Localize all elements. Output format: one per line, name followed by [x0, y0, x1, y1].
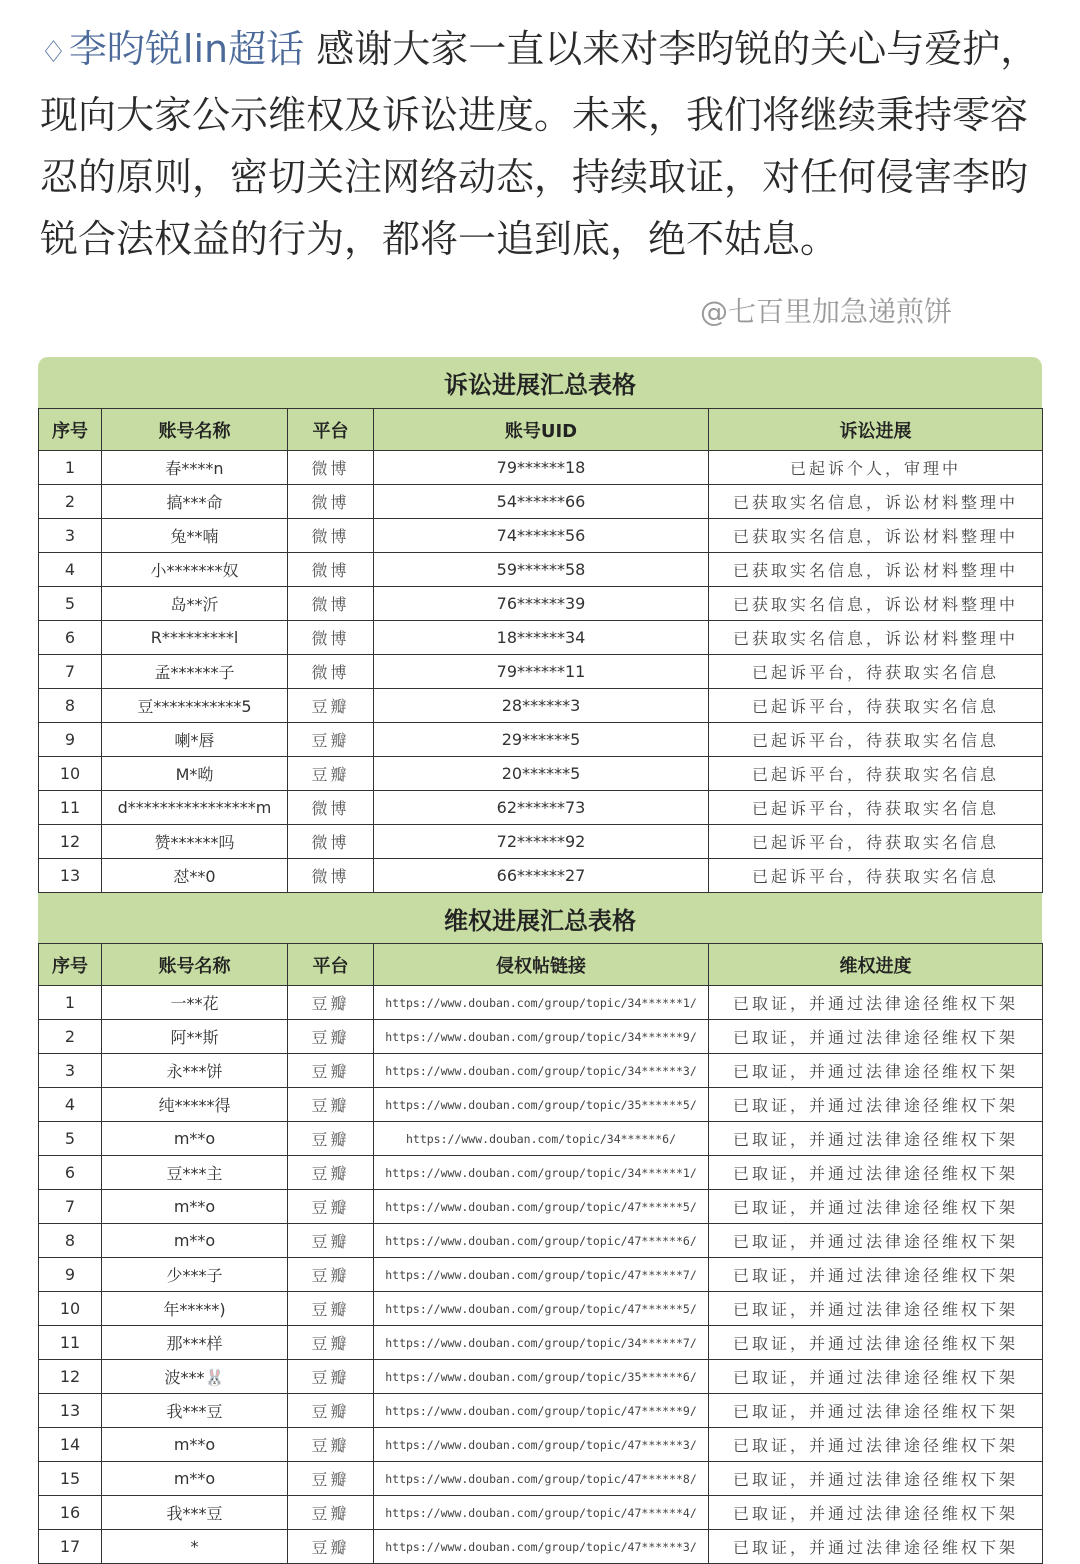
progress-status: 已起诉平台，待获取实名信息	[709, 655, 1043, 689]
platform: 微博	[288, 519, 374, 553]
row-number: 2	[39, 485, 102, 519]
table-row	[39, 757, 1043, 791]
infringing-post-link: https://www.douban.com/group/topic/47******5/	[374, 1190, 709, 1224]
account-name: 少***子	[102, 1258, 288, 1292]
table-row	[39, 723, 1043, 757]
platform: 豆瓣	[288, 986, 374, 1020]
infringing-post-link: https://www.douban.com/group/topic/47******5/	[374, 1292, 709, 1326]
header-row	[39, 409, 1043, 451]
watermark: @七百里加急递煎饼	[700, 295, 953, 328]
account-uid: 79******18	[374, 451, 709, 485]
progress-status: 已获取实名信息，诉讼材料整理中	[709, 553, 1043, 587]
progress-status: 已取证，并通过法律途径维权下架	[709, 1020, 1043, 1054]
progress-status: 已取证，并通过法律途径维权下架	[709, 1190, 1043, 1224]
platform: 豆瓣	[288, 1224, 374, 1258]
account-uid: 76******39	[374, 587, 709, 621]
table-row	[39, 1394, 1043, 1428]
row-number: 7	[39, 1190, 102, 1224]
table-row	[39, 689, 1043, 723]
post-body: 感谢大家一直以来对李昀锐的关心与爱护，现向大家公示维权及诉讼进度。未来，我们将继续秉持零容忍的原则，密切关注网络动态，持续取证，对任何侵害李昀锐合法权益的行为，都将一追到底，绝不姑息。	[40, 27, 1039, 261]
platform: 豆瓣	[288, 1530, 374, 1564]
row-number: 7	[39, 655, 102, 689]
account-name: 年*****)	[102, 1292, 288, 1326]
progress-status: 已取证，并通过法律途径维权下架	[709, 1462, 1043, 1496]
table-row	[39, 621, 1043, 655]
row-number: 9	[39, 723, 102, 757]
platform: 豆瓣	[288, 689, 374, 723]
account-name: 一**花	[102, 986, 288, 1020]
platform: 微博	[288, 451, 374, 485]
infringing-post-link: https://www.douban.com/group/topic/47******8/	[374, 1462, 709, 1496]
header-row	[39, 944, 1043, 986]
progress-status: 已取证，并通过法律途径维权下架	[709, 1054, 1043, 1088]
infringing-post-link: https://www.douban.com/group/topic/34******3/	[374, 1054, 709, 1088]
platform: 豆瓣	[288, 1360, 374, 1394]
progress-status: 已起诉平台，待获取实名信息	[709, 825, 1043, 859]
account-uid: 79******11	[374, 655, 709, 689]
account-name: 我***豆	[102, 1394, 288, 1428]
row-number: 10	[39, 1292, 102, 1326]
infringing-post-link: https://www.douban.com/group/topic/35******5/	[374, 1088, 709, 1122]
infringing-post-link: https://www.douban.com/group/topic/47******3/	[374, 1530, 709, 1564]
platform: 豆瓣	[288, 1088, 374, 1122]
column-header: 平台	[288, 409, 374, 451]
account-name: 小*******奴	[102, 553, 288, 587]
row-number: 8	[39, 1224, 102, 1258]
column-header: 平台	[288, 944, 374, 986]
progress-status: 已起诉个人，审理中	[709, 451, 1043, 485]
account-uid: 66******27	[374, 859, 709, 893]
account-name: 豆***********5	[102, 689, 288, 723]
infringing-post-link: https://www.douban.com/group/topic/34******1/	[374, 986, 709, 1020]
platform: 微博	[288, 621, 374, 655]
table-row	[39, 519, 1043, 553]
account-name: 喇*唇	[102, 723, 288, 757]
column-header: 账号名称	[102, 409, 288, 451]
account-name: 搞***命	[102, 485, 288, 519]
row-number: 14	[39, 1428, 102, 1462]
diamond-icon: ♢	[40, 35, 67, 70]
row-number: 8	[39, 689, 102, 723]
account-name: 孟******子	[102, 655, 288, 689]
account-name: m**o	[102, 1428, 288, 1462]
platform: 微博	[288, 791, 374, 825]
account-uid: 54******66	[374, 485, 709, 519]
progress-status: 已取证，并通过法律途径维权下架	[709, 1156, 1043, 1190]
progress-status: 已取证，并通过法律途径维权下架	[709, 1530, 1043, 1564]
row-number: 1	[39, 986, 102, 1020]
infringing-post-link: https://www.douban.com/group/topic/47******4/	[374, 1496, 709, 1530]
row-number: 13	[39, 859, 102, 893]
column-header: 诉讼进展	[709, 409, 1043, 451]
column-header: 序号	[39, 944, 102, 986]
litigation-table-title: 诉讼进展汇总表格	[38, 357, 1042, 408]
account-uid: 28******3	[374, 689, 709, 723]
table-row	[39, 825, 1043, 859]
account-name: 纯*****得	[102, 1088, 288, 1122]
row-number: 6	[39, 621, 102, 655]
account-name: 我***豆	[102, 1496, 288, 1530]
infringing-post-link: https://www.douban.com/group/topic/34******9/	[374, 1020, 709, 1054]
platform: 豆瓣	[288, 1054, 374, 1088]
row-number: 11	[39, 1326, 102, 1360]
table-row	[39, 1122, 1043, 1156]
platform: 豆瓣	[288, 1156, 374, 1190]
platform: 豆瓣	[288, 1462, 374, 1496]
infringing-post-link: https://www.douban.com/group/topic/34******7/	[374, 1326, 709, 1360]
infringing-post-link: https://www.douban.com/group/topic/47******9/	[374, 1394, 709, 1428]
progress-tables	[38, 357, 1042, 1564]
litigation-table	[38, 408, 1043, 893]
row-number: 13	[39, 1394, 102, 1428]
table-row	[39, 553, 1043, 587]
progress-status: 已取证，并通过法律途径维权下架	[709, 1428, 1043, 1462]
platform: 豆瓣	[288, 1496, 374, 1530]
account-name: d****************m	[102, 791, 288, 825]
post-text	[40, 18, 1040, 270]
progress-status: 已取证，并通过法律途径维权下架	[709, 1394, 1043, 1428]
table-row	[39, 1054, 1043, 1088]
account-name: 永***饼	[102, 1054, 288, 1088]
platform: 微博	[288, 655, 374, 689]
column-header: 侵权帖链接	[374, 944, 709, 986]
row-number: 15	[39, 1462, 102, 1496]
platform: 豆瓣	[288, 1190, 374, 1224]
row-number: 11	[39, 791, 102, 825]
progress-status: 已取证，并通过法律途径维权下架	[709, 1122, 1043, 1156]
table-row	[39, 1428, 1043, 1462]
account-uid: 18******34	[374, 621, 709, 655]
progress-status: 已取证，并通过法律途径维权下架	[709, 1326, 1043, 1360]
progress-status: 已取证，并通过法律途径维权下架	[709, 1292, 1043, 1326]
row-number: 4	[39, 553, 102, 587]
progress-status: 已取证，并通过法律途径维权下架	[709, 1360, 1043, 1394]
row-number: 9	[39, 1258, 102, 1292]
account-name: 波***🐰	[102, 1360, 288, 1394]
account-name: 岛**沂	[102, 587, 288, 621]
table-row	[39, 1326, 1043, 1360]
column-header: 维权进度	[709, 944, 1043, 986]
progress-status: 已起诉平台，待获取实名信息	[709, 859, 1043, 893]
column-header: 序号	[39, 409, 102, 451]
row-number: 4	[39, 1088, 102, 1122]
account-name: R*********l	[102, 621, 288, 655]
infringing-post-link: https://www.douban.com/group/topic/35******6/	[374, 1360, 709, 1394]
progress-status: 已起诉平台，待获取实名信息	[709, 757, 1043, 791]
progress-status: 已取证，并通过法律途径维权下架	[709, 986, 1043, 1020]
platform: 豆瓣	[288, 1428, 374, 1462]
platform: 豆瓣	[288, 1258, 374, 1292]
table-row	[39, 1190, 1043, 1224]
row-number: 1	[39, 451, 102, 485]
row-number: 16	[39, 1496, 102, 1530]
progress-status: 已取证，并通过法律途径维权下架	[709, 1258, 1043, 1292]
platform: 豆瓣	[288, 1020, 374, 1054]
progress-status: 已起诉平台，待获取实名信息	[709, 791, 1043, 825]
platform: 微博	[288, 859, 374, 893]
table-row	[39, 1496, 1043, 1530]
progress-status: 已取证，并通过法律途径维权下架	[709, 1088, 1043, 1122]
row-number: 3	[39, 519, 102, 553]
table-row	[39, 1020, 1043, 1054]
account-uid: 59******58	[374, 553, 709, 587]
platform: 微博	[288, 553, 374, 587]
account-name: M*呦	[102, 757, 288, 791]
progress-status: 已获取实名信息，诉讼材料整理中	[709, 621, 1043, 655]
progress-status: 已起诉平台，待获取实名信息	[709, 723, 1043, 757]
platform: 豆瓣	[288, 1326, 374, 1360]
account-uid: 20******5	[374, 757, 709, 791]
account-name: 怼**0	[102, 859, 288, 893]
table-row	[39, 1258, 1043, 1292]
platform: 微博	[288, 587, 374, 621]
progress-status: 已获取实名信息，诉讼材料整理中	[709, 519, 1043, 553]
progress-status: 已取证，并通过法律途径维权下架	[709, 1224, 1043, 1258]
account-name: m**o	[102, 1190, 288, 1224]
table-row	[39, 1462, 1043, 1496]
table-row	[39, 1292, 1043, 1326]
rights-table	[38, 943, 1043, 1564]
row-number: 2	[39, 1020, 102, 1054]
account-name: m**o	[102, 1224, 288, 1258]
platform: 豆瓣	[288, 1394, 374, 1428]
progress-status: 已获取实名信息，诉讼材料整理中	[709, 485, 1043, 519]
column-header: 账号UID	[374, 409, 709, 451]
progress-status: 已取证，并通过法律途径维权下架	[709, 1496, 1043, 1530]
infringing-post-link: https://www.douban.com/group/topic/47******7/	[374, 1258, 709, 1292]
row-number: 12	[39, 1360, 102, 1394]
account-name: 春****n	[102, 451, 288, 485]
table-row	[39, 1156, 1043, 1190]
table-row	[39, 451, 1043, 485]
rights-table-title: 维权进展汇总表格	[38, 893, 1042, 943]
infringing-post-link: https://www.douban.com/topic/34******6/	[374, 1122, 709, 1156]
table-row	[39, 1530, 1043, 1564]
account-uid: 29******5	[374, 723, 709, 757]
topic-link[interactable]: ♢李昀锐lin超话	[40, 27, 305, 71]
infringing-post-link: https://www.douban.com/group/topic/47******6/	[374, 1224, 709, 1258]
account-name: m**o	[102, 1462, 288, 1496]
table-row	[39, 986, 1043, 1020]
platform: 微博	[288, 825, 374, 859]
platform: 豆瓣	[288, 757, 374, 791]
account-name: 赞******吗	[102, 825, 288, 859]
table-row	[39, 1224, 1043, 1258]
platform: 豆瓣	[288, 1122, 374, 1156]
table-row	[39, 587, 1043, 621]
table-row	[39, 1088, 1043, 1122]
platform: 豆瓣	[288, 1292, 374, 1326]
platform: 微博	[288, 485, 374, 519]
progress-status: 已起诉平台，待获取实名信息	[709, 689, 1043, 723]
infringing-post-link: https://www.douban.com/group/topic/34******1/	[374, 1156, 709, 1190]
row-number: 3	[39, 1054, 102, 1088]
progress-status: 已获取实名信息，诉讼材料整理中	[709, 587, 1043, 621]
table-row	[39, 485, 1043, 519]
row-number: 5	[39, 587, 102, 621]
account-name: 兔**喃	[102, 519, 288, 553]
row-number: 12	[39, 825, 102, 859]
table-row	[39, 791, 1043, 825]
table-row	[39, 655, 1043, 689]
row-number: 10	[39, 757, 102, 791]
table-row	[39, 1360, 1043, 1394]
account-name: *	[102, 1530, 288, 1564]
table-row	[39, 859, 1043, 893]
row-number: 5	[39, 1122, 102, 1156]
row-number: 17	[39, 1530, 102, 1564]
column-header: 账号名称	[102, 944, 288, 986]
row-number: 6	[39, 1156, 102, 1190]
account-name: 豆***主	[102, 1156, 288, 1190]
infringing-post-link: https://www.douban.com/group/topic/47******3/	[374, 1428, 709, 1462]
account-uid: 74******56	[374, 519, 709, 553]
account-uid: 62******73	[374, 791, 709, 825]
account-name: 那***样	[102, 1326, 288, 1360]
platform: 豆瓣	[288, 723, 374, 757]
account-name: m**o	[102, 1122, 288, 1156]
account-uid: 72******92	[374, 825, 709, 859]
account-name: 阿**斯	[102, 1020, 288, 1054]
